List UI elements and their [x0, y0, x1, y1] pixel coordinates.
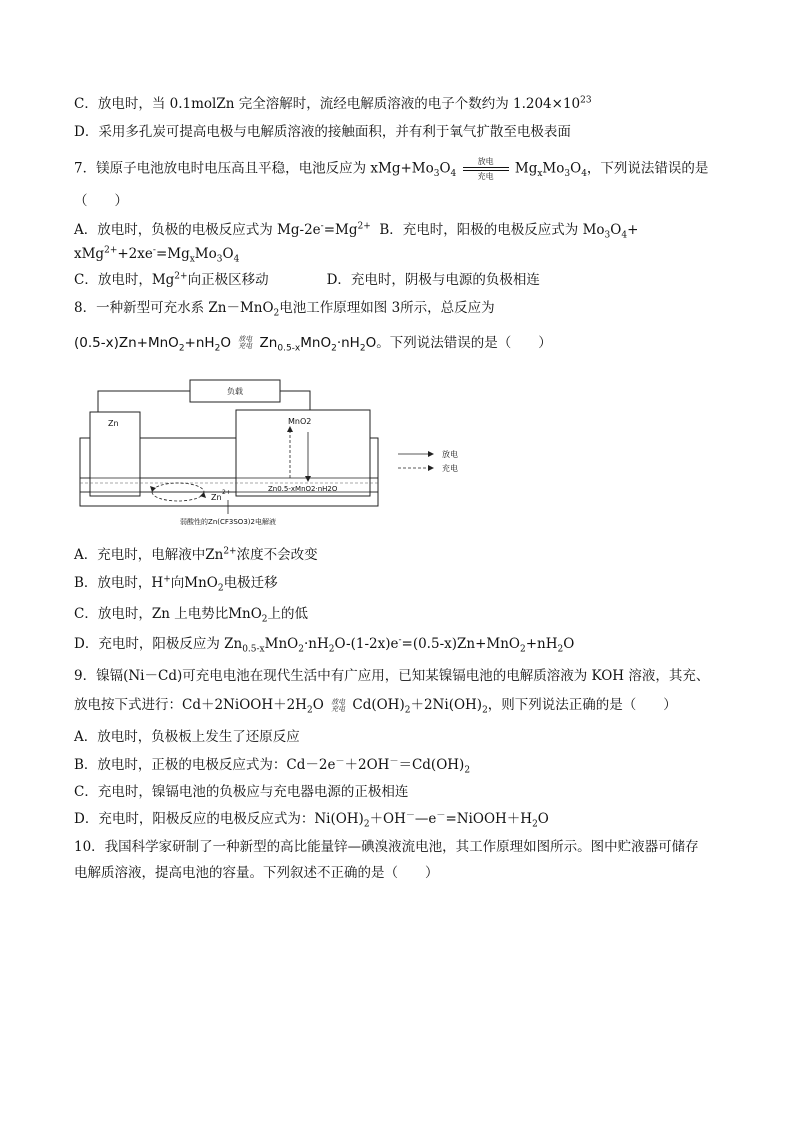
q7-option-b-cont: $xMg^{2+}+2xe^-=Mg_xMo_3O_4$ — [74, 245, 240, 265]
legend-charge: 充电 — [442, 464, 458, 473]
svg-text:Zn: Zn — [108, 419, 119, 428]
svg-text:2+: 2+ — [222, 489, 231, 496]
q7-paren: （ ） — [74, 193, 128, 209]
q10-stem-b: 电解质溶液，提高电池的容量。下列叙述不正确的是（ ） — [74, 865, 439, 881]
reversible-arrow: 放电 充电 — [463, 157, 509, 181]
q9-stem-a: 9．镍镉(Ni－Cd)可充电电池在现代生活中有广应用，已知某镍镉电池的电解质溶液为 KOH 溶液，其充、 — [74, 668, 710, 684]
load-label: 负载 — [227, 387, 243, 396]
legend-discharge: 放电 — [442, 450, 458, 459]
q9-option-a: A．放电时，负极板上发生了还原反应 — [74, 729, 300, 745]
q8-option-c: C．放电时，Zn 上电势比MnO$_2$上的低 — [74, 606, 309, 625]
q8-stem: 8．一种新型可充水系 Zn－MnO$_2$电池工作原理如图 3所示，总反应为 — [74, 300, 495, 319]
svg-text:MnO2: MnO2 — [288, 417, 312, 426]
q6-option-c: C．放电时，当 0.1molZn 完全溶解时，流经电解质溶液的电子个数约为 $1.204\times 10^{23}$ — [74, 95, 592, 112]
q7-stem: 7．镁原子电池放电时电压高且平稳，电池反应为 $xMg+Mo_3O_4$ 放电 充电 $Mg_xMo_3O_4$，下列说法错误的是 — [74, 157, 709, 181]
battery-diagram — [78, 378, 478, 532]
svg-text:弱酸性的Zn(CF3SO3)2电解液: 弱酸性的Zn(CF3SO3)2电解液 — [180, 518, 276, 526]
q9-option-b: B．放电时，正极的电极反应式为：$Cd-2e^-+2OH^-=Cd(OH)_2$ — [74, 756, 471, 776]
q6-option-d: D．采用多孔炭可提高电极与电解质溶液的接触面积，并有利于氧气扩散至电极表面 — [74, 124, 571, 140]
q8-equation: $(0.5-x)Zn+MnO_2+nH_2O$ 放电 充电 $Zn_{0.5-x}MnO_2\cdot nH_2O$。下列说法错误的是（ ） — [74, 335, 552, 354]
q9-option-d: D．充电时，阳极反应的电极反应式为：$Ni(OH)_2+OH^-—e^-=NiOOH+H_2O$ — [74, 810, 549, 830]
q7-option-cd: C．放电时，$Mg^{2+}$向正极区移动 D．充电时，阴极与电源的负极相连 — [74, 271, 540, 288]
svg-text:Zn: Zn — [211, 493, 222, 502]
q7-option-ab: A．放电时，负极的电极反应式为 $Mg-2e^-=Mg^{2+}$ B．充电时，阳极的电极反应式为 $Mo_3O_4+$ — [74, 221, 639, 241]
reversible-arrow: 放电 充电 — [331, 697, 346, 713]
q8-option-b: B．放电时，H+向MnO$_2$电极迁移 — [74, 574, 278, 594]
q8-option-d: D．充电时，阳极反应为 $Zn_{0.5-x}MnO_2\cdot nH_2O-(1-2x)e^-=(0.5-x)Zn+MnO_2+nH_2O$ — [74, 635, 575, 655]
q9-stem-b: 放电按下式进行：$Cd+2NiOOH+2H_2O$ 放电 充电 $Cd(OH)_2+2Ni(OH)_2$，则下列说法正确的是（ ） — [74, 697, 677, 716]
svg-text:Zn0.5-xMnO2·nH2O: Zn0.5-xMnO2·nH2O — [268, 485, 338, 493]
q8-option-a: A．充电时，电解液中$Zn^{2+}$浓度不会改变 — [74, 546, 318, 563]
reversible-arrow: 放电 充电 — [238, 335, 253, 350]
q10-stem-a: 10．我国科学家研制了一种新型的高比能量锌—碘溴液流电池，其工作原理如图所示。图中贮液器可储存 — [74, 839, 699, 855]
q9-option-c: C．充电时，镍镉电池的负极应与充电器电源的正极相连 — [74, 784, 409, 800]
